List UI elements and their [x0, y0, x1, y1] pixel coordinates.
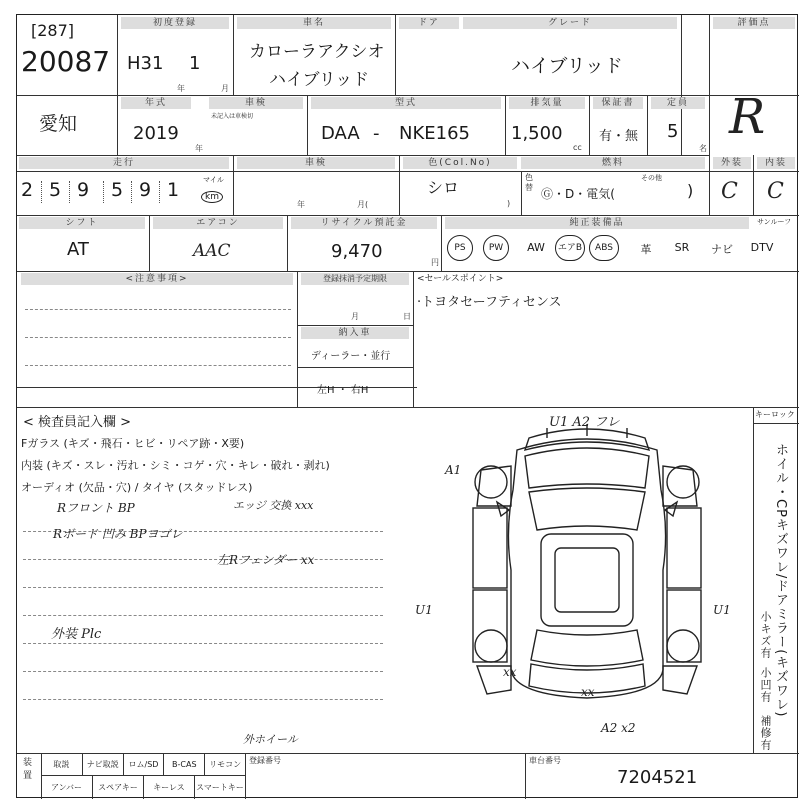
- divider: [709, 15, 710, 215]
- first-reg-era-year: H31: [127, 53, 164, 74]
- diagram-note-left-front: A1: [445, 463, 462, 477]
- divider: [589, 95, 590, 155]
- first-reg-month: 1: [189, 53, 201, 74]
- model-year-label: 年式: [121, 97, 191, 109]
- divider: [245, 753, 246, 799]
- divider: [149, 215, 150, 271]
- car-name-line1: カローラアクシオ: [249, 42, 385, 62]
- note-line: [23, 559, 383, 560]
- cc-unit: cc: [573, 143, 582, 152]
- inspection-label-2: 車検: [237, 157, 395, 169]
- equipment-item: AW: [527, 241, 545, 254]
- delivery-label: 納入車: [301, 327, 409, 339]
- divider: [413, 271, 414, 407]
- note-line: [23, 671, 383, 672]
- door-label: ドア: [399, 17, 459, 29]
- mileage-digits: [21, 179, 181, 205]
- color-value: シロ: [427, 178, 460, 197]
- year-unit: 年: [177, 84, 185, 93]
- accessory-item: スペアキー: [92, 775, 143, 799]
- note-line: [23, 587, 383, 588]
- warranty: 有・無: [599, 129, 639, 144]
- bottom-items-row2: [41, 775, 245, 799]
- divider: [233, 15, 234, 95]
- displacement: 1,500: [511, 123, 563, 144]
- equipment-item: エアB: [555, 235, 585, 261]
- ac-label: エアコン: [153, 217, 283, 229]
- mileage-separator: [131, 181, 132, 203]
- accessory-item: アンバー: [50, 782, 83, 792]
- handle-value: 左H ・ 右H: [317, 385, 369, 396]
- diagram-note-rear-right: A2 x2: [601, 721, 636, 735]
- recycle-value: 9,470: [331, 241, 383, 262]
- recycle-label: リサイクル預託金: [291, 217, 437, 229]
- divider: [753, 155, 754, 215]
- inspection-sheet: [16, 14, 798, 798]
- hand-note: 外ホイール: [243, 733, 298, 746]
- accessory-item: ロム/SD: [123, 753, 164, 775]
- keyless-label: キーロック: [755, 410, 795, 419]
- divider: [505, 95, 506, 155]
- legend-small-dent: 小凹有: [759, 667, 772, 703]
- accessory-item: ナビ取説: [82, 753, 123, 775]
- diagram-note-top: U1 A2 フレ: [549, 415, 620, 430]
- equipment-item: SR: [674, 241, 690, 254]
- erase-day: 日: [403, 312, 411, 321]
- mileage-digit: 2: [21, 179, 34, 201]
- divider: [17, 271, 799, 272]
- fuel-options: Ⓖ・D・電気(: [541, 187, 615, 201]
- erase-label: 登録抹消予定期限: [301, 273, 409, 285]
- capacity-label: 定員: [651, 97, 705, 109]
- notes-label: <注意事項>: [21, 273, 293, 285]
- diagram-note-left-side: U1: [415, 603, 433, 617]
- chassis-label: 車台番号: [529, 756, 561, 765]
- lot-bracket: [287]: [31, 21, 75, 40]
- exterior-grade: C: [721, 179, 738, 204]
- selling-point: ·トヨタセーフティセンス: [417, 295, 562, 310]
- delivery-value: ディーラー・並行: [311, 351, 391, 362]
- hand-note: 外装 Plc: [51, 627, 102, 642]
- score-value: R: [729, 89, 766, 145]
- ac-value: AAC: [193, 241, 231, 261]
- note-line: [23, 643, 383, 644]
- mileage-digit: 9: [139, 179, 152, 201]
- chassis-number: 7204521: [617, 767, 698, 788]
- hand-note: 左Rフェンダー xx: [217, 553, 315, 567]
- model-year: 2019: [133, 123, 179, 144]
- interior-label: 内装: [757, 157, 795, 169]
- divider: [647, 95, 648, 155]
- divider: [441, 215, 442, 271]
- legend-repair: 補修有: [759, 715, 772, 751]
- divider: [525, 753, 526, 799]
- car-name-line2: ハイブリッド: [269, 70, 370, 90]
- first-reg-label: 初度登録: [121, 17, 229, 29]
- mileage-separator: [159, 181, 160, 203]
- inspector-line2: 内装 (キズ・スレ・汚れ・シミ・コゲ・穴・キレ・破れ・剥れ): [21, 459, 330, 472]
- model-dash: -: [373, 123, 380, 144]
- model-label: 型式: [311, 97, 501, 109]
- accessory-item: リモコン: [204, 753, 245, 775]
- accessory-item: スマートキー: [194, 775, 245, 799]
- mileage-digit: 9: [77, 179, 90, 201]
- accessory-item: B-CAS: [163, 753, 204, 775]
- note-line: [25, 309, 291, 310]
- divider: [399, 155, 400, 215]
- capacity: 5: [667, 121, 679, 142]
- equipment-item: PS: [447, 235, 473, 261]
- month-unit: 月: [221, 84, 229, 93]
- year-suffix: 年: [195, 144, 203, 153]
- equipment-item: 革: [640, 243, 652, 256]
- hand-note: Rフロント BP: [57, 501, 135, 515]
- fuel-other: その他: [641, 174, 662, 182]
- reg-num-label: 登録番号: [249, 756, 281, 765]
- inspection-month: 月(: [357, 200, 369, 209]
- yen-unit: 円: [431, 258, 439, 267]
- divider: [17, 407, 799, 408]
- selling-label: <セールスポイント>: [417, 274, 504, 284]
- note-line: [23, 699, 383, 700]
- model-code: NKE165: [399, 123, 470, 144]
- lot-number: 20087: [21, 45, 111, 78]
- color-change-label: 色替: [525, 173, 533, 192]
- divider: [17, 155, 709, 156]
- prefecture: 愛知: [39, 113, 78, 135]
- exterior-label: 外装: [713, 157, 751, 169]
- equipment-item: DTV: [750, 241, 774, 254]
- divider: [297, 367, 413, 368]
- fuel-label: 燃料: [521, 157, 705, 169]
- note-line: [25, 365, 291, 366]
- diagram-note-right-side: U1: [713, 603, 731, 617]
- divider: [681, 15, 682, 155]
- sticker-label: 装置: [23, 758, 33, 781]
- color-paren: ): [507, 199, 511, 208]
- divider: [297, 271, 298, 407]
- legend-small-scratch: 小キズ有: [759, 611, 772, 659]
- grade-value: ハイブリッド: [511, 55, 623, 77]
- accessory-item: キーレス: [143, 775, 194, 799]
- inspector-line1: Fガラス (キズ・飛石・ヒビ・リペア跡・X要): [21, 437, 245, 450]
- shift-label: シフト: [19, 217, 145, 229]
- car-diagram: [437, 410, 737, 710]
- inspection-note: 未記入は車検切: [211, 113, 254, 120]
- mileage-digit: 1: [167, 179, 180, 201]
- inspector-line3: オーディオ (欠品・穴) / タイヤ (スタッドレス): [21, 481, 253, 494]
- sunroof-label: サンルーフ: [757, 218, 792, 226]
- bottom-items-row1: [41, 753, 245, 775]
- erase-month: 月: [351, 312, 359, 321]
- capacity-unit: 名: [699, 144, 707, 153]
- mileage-digit: 5: [111, 179, 124, 201]
- displacement-label: 排気量: [509, 97, 585, 109]
- accessory-item: 取説: [53, 759, 70, 769]
- score-label: 評価点: [713, 17, 795, 29]
- divider: [297, 325, 413, 326]
- divider: [395, 15, 396, 95]
- mileage-separator: [41, 181, 42, 203]
- hand-note: エッジ 交換 xxx: [233, 499, 314, 512]
- inspection-year: 年: [297, 200, 305, 209]
- mileage-label: 走行: [19, 157, 229, 169]
- warranty-label: 保証書: [593, 97, 643, 109]
- mileage-separator: [69, 181, 70, 203]
- diagram-note-rear-left: xx: [503, 665, 517, 679]
- grade-label: グレード: [463, 17, 677, 29]
- model-prefix: DAA: [321, 123, 360, 144]
- note-line: [25, 337, 291, 338]
- divider: [17, 215, 799, 216]
- inspector-title: < 検査員記入欄 >: [23, 415, 132, 430]
- divider: [117, 15, 118, 155]
- shift-value: AT: [67, 239, 89, 260]
- divider: [521, 171, 522, 215]
- equipment-item: ナビ: [711, 243, 733, 256]
- equipment-item: ABS: [589, 235, 619, 261]
- mileage-digit: 5: [49, 179, 62, 201]
- divider: [17, 171, 799, 172]
- note-line: [23, 615, 383, 616]
- color-label: 色(Col.No): [403, 157, 517, 169]
- km-label: km: [201, 191, 223, 203]
- inspection-label: 車検: [209, 97, 303, 109]
- divider: [307, 95, 308, 155]
- divider: [753, 407, 754, 753]
- equipment-item: PW: [483, 235, 509, 261]
- interior-grade: C: [767, 179, 784, 204]
- divider: [753, 423, 799, 424]
- legend-vertical: ホイル・CPキズワレ/ドアミラー(キズワレ): [773, 443, 788, 718]
- mileage-separator: [103, 181, 104, 203]
- hand-note: Rボード 凹み BPヨゴレ: [53, 527, 183, 541]
- diagram-note-rear: xx: [581, 685, 595, 699]
- equipment-label: 純正装備品: [445, 217, 749, 229]
- mile-label: マイル: [203, 176, 224, 184]
- car-name-label: 車名: [237, 17, 391, 29]
- divider: [233, 155, 234, 215]
- fuel-close: ): [687, 181, 694, 200]
- divider: [287, 215, 288, 271]
